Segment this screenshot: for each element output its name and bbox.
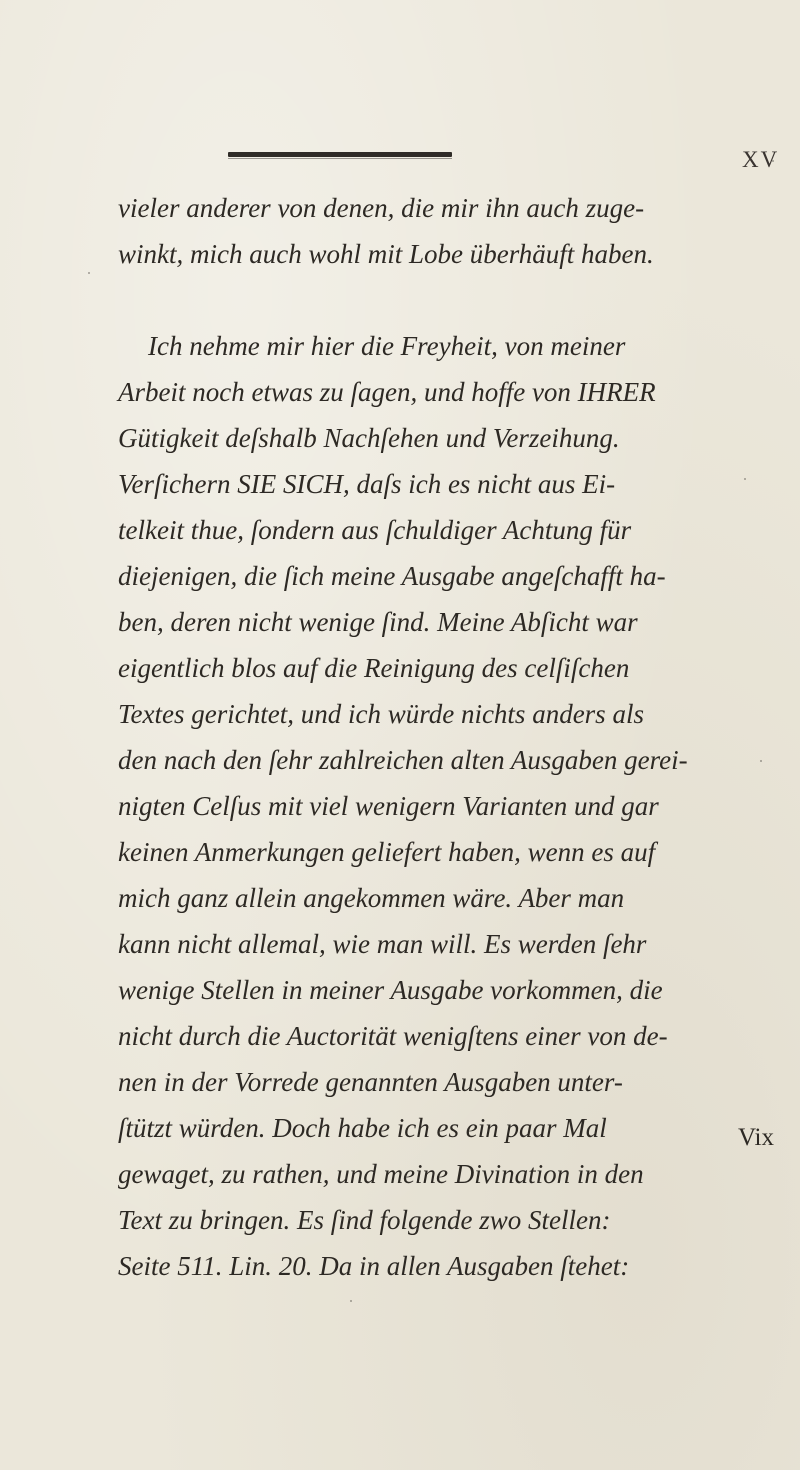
text-line: nicht durch die Auctorität wenigſtens einer von de- xyxy=(118,1021,668,1051)
paragraph-gap xyxy=(118,277,758,323)
text-line: gewaget, zu rathen, und meine Divination in den xyxy=(118,1159,644,1189)
text-line: den nach den ſehr zahlreichen alten Ausgaben gerei- xyxy=(118,745,688,775)
text-line: winkt, mich auch wohl mit Lobe überhäuft haben. xyxy=(118,239,654,269)
text-line: wenige Stellen in meiner Ausgabe vorkommen, die xyxy=(118,975,663,1005)
text-line: Seite 511. Lin. 20. Da in allen Ausgaben ſtehet: xyxy=(118,1251,630,1281)
page-number: XV xyxy=(742,147,780,172)
text-line: Arbeit noch etwas zu ſagen, und hoffe von IHRER xyxy=(118,377,656,407)
header-rule xyxy=(228,152,452,157)
paper-speck xyxy=(88,272,90,274)
text-line: kann nicht allemal, wie man will. Es werden ſehr xyxy=(118,929,647,959)
text-line: telkeit thue, ſondern aus ſchuldiger Achtung für xyxy=(118,515,632,545)
text-line: Gütigkeit deſshalb Nachſehen und Verzeihung. xyxy=(118,423,620,453)
text-line: Ich nehme mir hier die Freyheit, von meiner xyxy=(148,331,626,361)
text-line: ſtützt würden. Doch habe ich es ein paar Mal xyxy=(118,1113,607,1143)
text-line: keinen Anmerkungen geliefert haben, wenn es auf xyxy=(118,837,656,867)
text-line: Textes gerichtet, und ich würde nichts anders als xyxy=(118,699,644,729)
paper-speck xyxy=(772,160,774,162)
paper-speck xyxy=(350,1300,352,1302)
text-line: ben, deren nicht wenige ſind. Meine Abſicht war xyxy=(118,607,638,637)
text-line: diejenigen, die ſich meine Ausgabe angeſchafft ha- xyxy=(118,561,666,591)
text-line: Text zu bringen. Es ſind folgende zwo Stellen: xyxy=(118,1205,611,1235)
paper-speck xyxy=(760,760,762,762)
catchword: Vix xyxy=(738,1124,774,1151)
text-line: Verſichern SIE SICH, daſs ich es nicht aus Ei- xyxy=(118,469,616,499)
text-line: nigten Celſus mit viel wenigern Varianten und gar xyxy=(118,791,659,821)
paper-speck xyxy=(744,478,746,480)
text-line: eigentlich blos auf die Reinigung des celſiſchen xyxy=(118,653,630,683)
text-line: nen in der Vorrede genannten Ausgaben unter- xyxy=(118,1067,623,1097)
text-line: mich ganz allein angekommen wäre. Aber man xyxy=(118,883,625,913)
body-text xyxy=(118,185,758,1289)
text-line: vieler anderer von denen, die mir ihn auch zuge- xyxy=(118,193,645,223)
